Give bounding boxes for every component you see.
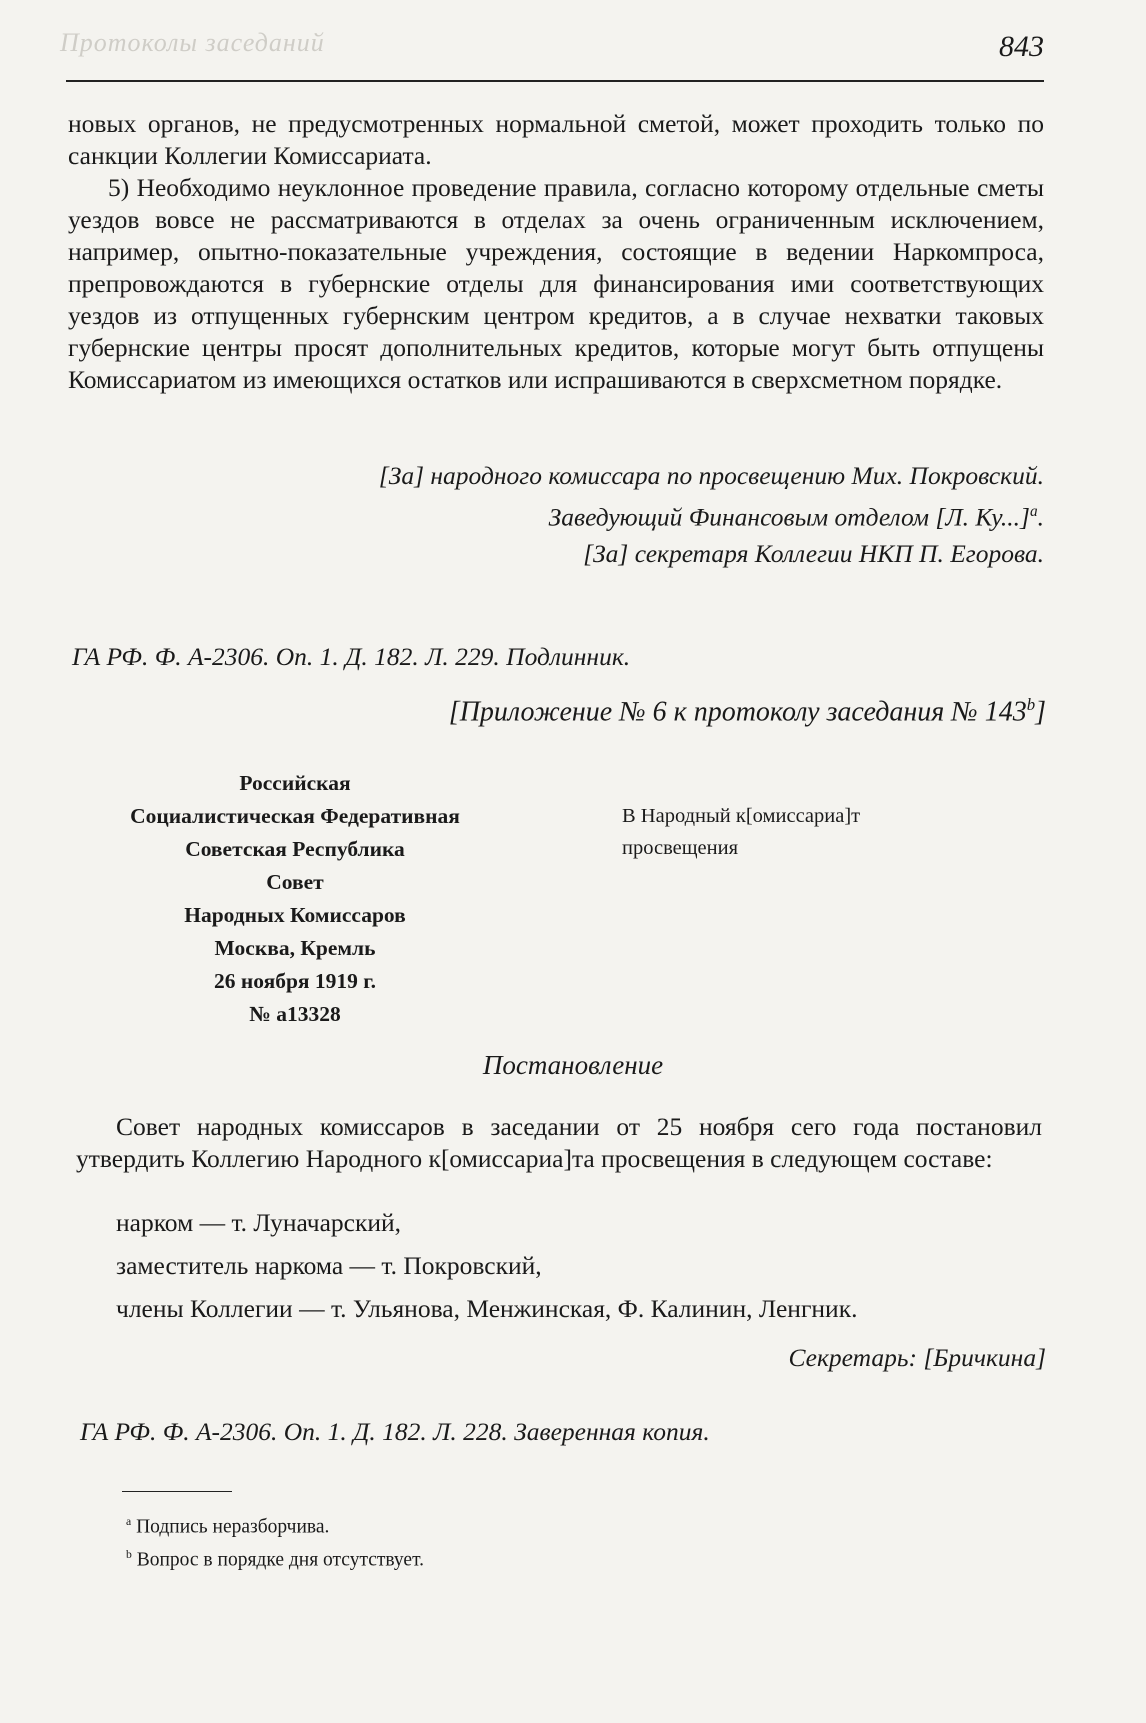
archive-citation-1: ГА РФ. Ф. А-2306. Оп. 1. Д. 182. Л. 229. Подлинник. bbox=[72, 642, 631, 671]
letterhead: Российская Социалистическая Федеративная Советская Республика Совет Народных Комиссаров Москва, Кремль 26 ноября 1919 г. № а13328 bbox=[130, 771, 460, 1026]
member-item-2: заместитель наркома — т. Покровский, bbox=[116, 1251, 542, 1280]
signatures bbox=[379, 458, 1044, 572]
footnote-rule bbox=[122, 1491, 232, 1492]
paragraph-5: 5) Необходимо неуклонное проведение правила, согласно которому отдельные сметы уездов вовсе не рассматриваются в отделах за очень ограниченным исключением, например, опытно-показательные учреждения, состоящие в ведении Наркомпроса, препровождаются в губернские отделы для финансирования ими соответствующих уездов из отпущенных губернским центром кредитов, а в случае нехватки таковых губернские центры просят дополнительных кредитов, которые могут быть отпущены Комиссариатом из имеющихся остатков или испрашиваются в сверхсметном порядке. bbox=[68, 173, 1044, 394]
footnote-a: $^a$ Подпись неразборчива. bbox=[126, 1515, 330, 1538]
secretary-signature: Секретарь: [Бричкина] bbox=[788, 1343, 1046, 1372]
member-item-3: члены Коллегии — т. Ульянова, Менжинская, Ф. Калинин, Ленгник. bbox=[116, 1294, 858, 1323]
signature-line-3: [За] секретаря Коллегии НКП П. Егорова. bbox=[583, 538, 1044, 568]
main-text bbox=[68, 108, 1044, 396]
running-title: Протоколы заседаний bbox=[60, 28, 325, 57]
archive-citation-2: ГА РФ. Ф. А-2306. Оп. 1. Д. 182. Л. 228. Заверенная копия. bbox=[80, 1417, 710, 1446]
member-item-1: нарком — т. Луначарский, bbox=[116, 1208, 402, 1237]
decree-text: Совет народных комиссаров в заседании от 25 ноября сего года постановил утвердить Коллегию Народного к[омиссариа]та просвещения в следующем составе: bbox=[76, 1112, 1042, 1173]
footnote-ref-a: a bbox=[1029, 503, 1038, 520]
page-number: 843 bbox=[999, 30, 1044, 63]
paragraph-continuation: новых органов, не предусмотренных нормальной сметой, может проходить только по санкции Коллегии Комиссариата. bbox=[68, 109, 1044, 170]
signature-line-2: Заведующий Финансовым отделом [Л. Ку...]$^a$. bbox=[548, 502, 1044, 532]
decree-title: Постановление bbox=[482, 1050, 664, 1080]
addressee: В Народный к[омиссариа]т просвещения bbox=[622, 805, 861, 859]
footnote-b: $^b$ Вопрос в порядке дня отсутствует. bbox=[126, 1548, 425, 1571]
footnote-ref-b: b bbox=[1026, 695, 1036, 714]
appendix-heading: [Приложение № 6 к протоколу заседания № 143$^b$] bbox=[448, 695, 1046, 728]
signature-line-1: [За] народного комиссара по просвещению Мих. Покровский. bbox=[378, 461, 1044, 490]
header-rule bbox=[66, 80, 1044, 82]
